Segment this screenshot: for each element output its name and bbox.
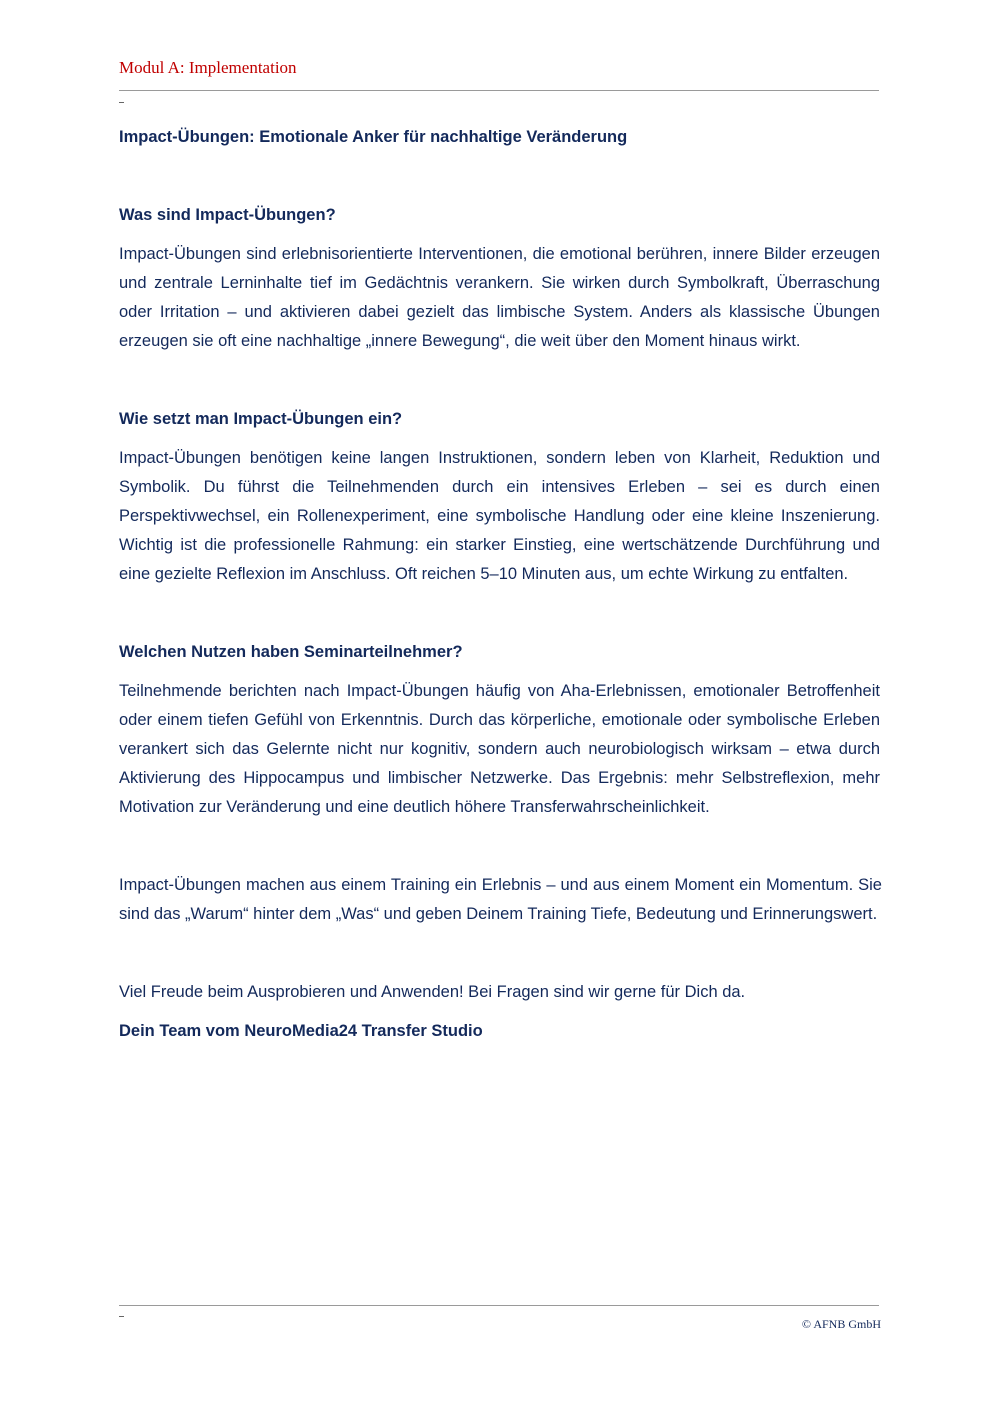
section-heading-1: Was sind Impact-Übungen?: [119, 206, 336, 224]
signature: Dein Team vom NeuroMedia24 Transfer Studio: [119, 1022, 483, 1040]
document-title: Impact-Übungen: Emotionale Anker für nachhaltige Veränderung: [119, 128, 628, 146]
footer-copyright: © AFNB GmbH: [801, 1317, 881, 1331]
header-divider: [119, 90, 879, 91]
section-heading-3: Welchen Nutzen haben Seminarteilnehmer?: [119, 643, 463, 661]
section-body-2: Impact-Übungen benötigen keine langen Instruktionen, sondern leben von Klarheit, Reduktion und Symbolik. Du führst die Teilnehmenden durch ein intensives Erleben – sei es durch einen Perspektivwechsel, ein Rollenexperiment, eine symbolische Handlung oder eine kleine Inszenierung. Wichtig ist die professionelle Rahmung: ein starker Einstieg, eine wertschätzende Durchführung und eine gezielte Reflexion im Anschluss. Oft reichen 5–10 Minuten aus, um echte Wirkung zu entfalten.: [119, 449, 880, 583]
greeting-line: Viel Freude beim Ausprobieren und Anwenden! Bei Fragen sind wir gerne für Dich da.: [119, 983, 746, 1001]
header-tick-mark: [119, 102, 124, 103]
closing-paragraph: Impact-Übungen machen aus einem Training ein Erlebnis – und aus einem Moment ein Momentum. Sie sind das „Warum“ hinter dem „Was“ und geben Deinem Training Tiefe, Bedeutung und Erinnerungswert.: [119, 876, 882, 923]
section-heading-2: Wie setzt man Impact-Übungen ein?: [119, 410, 403, 428]
section-body-1: Impact-Übungen sind erlebnisorientierte Interventionen, die emotional berühren, innere Bilder erzeugen und zentrale Lerninhalte tief im Gedächtnis verankern. Sie wirken durch Symbolkraft, Überraschung oder Irritation – und aktivieren dabei gezielt das limbische System. Anders als klassische Übungen erzeugen sie oft eine nachhaltige „innere Bewegung“, die weit über den Moment hinaus wirkt.: [119, 245, 880, 350]
footer-divider: [119, 1305, 879, 1306]
header-title: Modul A: Implementation: [119, 58, 297, 77]
footer-tick-mark: [119, 1316, 124, 1317]
section-body-3: Teilnehmende berichten nach Impact-Übungen häufig von Aha-Erlebnissen, emotionaler Betroffenheit oder einem tiefen Gefühl von Erkenntnis. Durch das körperliche, emotionale oder symbolische Erleben verankert sich das Gelernte nicht nur kognitiv, sondern auch neurobiologisch wirksam – etwa durch Aktivierung des Hippocampus und limbischer Netzwerke. Das Ergebnis: mehr Selbstreflexion, mehr Motivation zur Veränderung und eine deutlich höhere Transferwahrscheinlichkeit.: [119, 682, 880, 816]
